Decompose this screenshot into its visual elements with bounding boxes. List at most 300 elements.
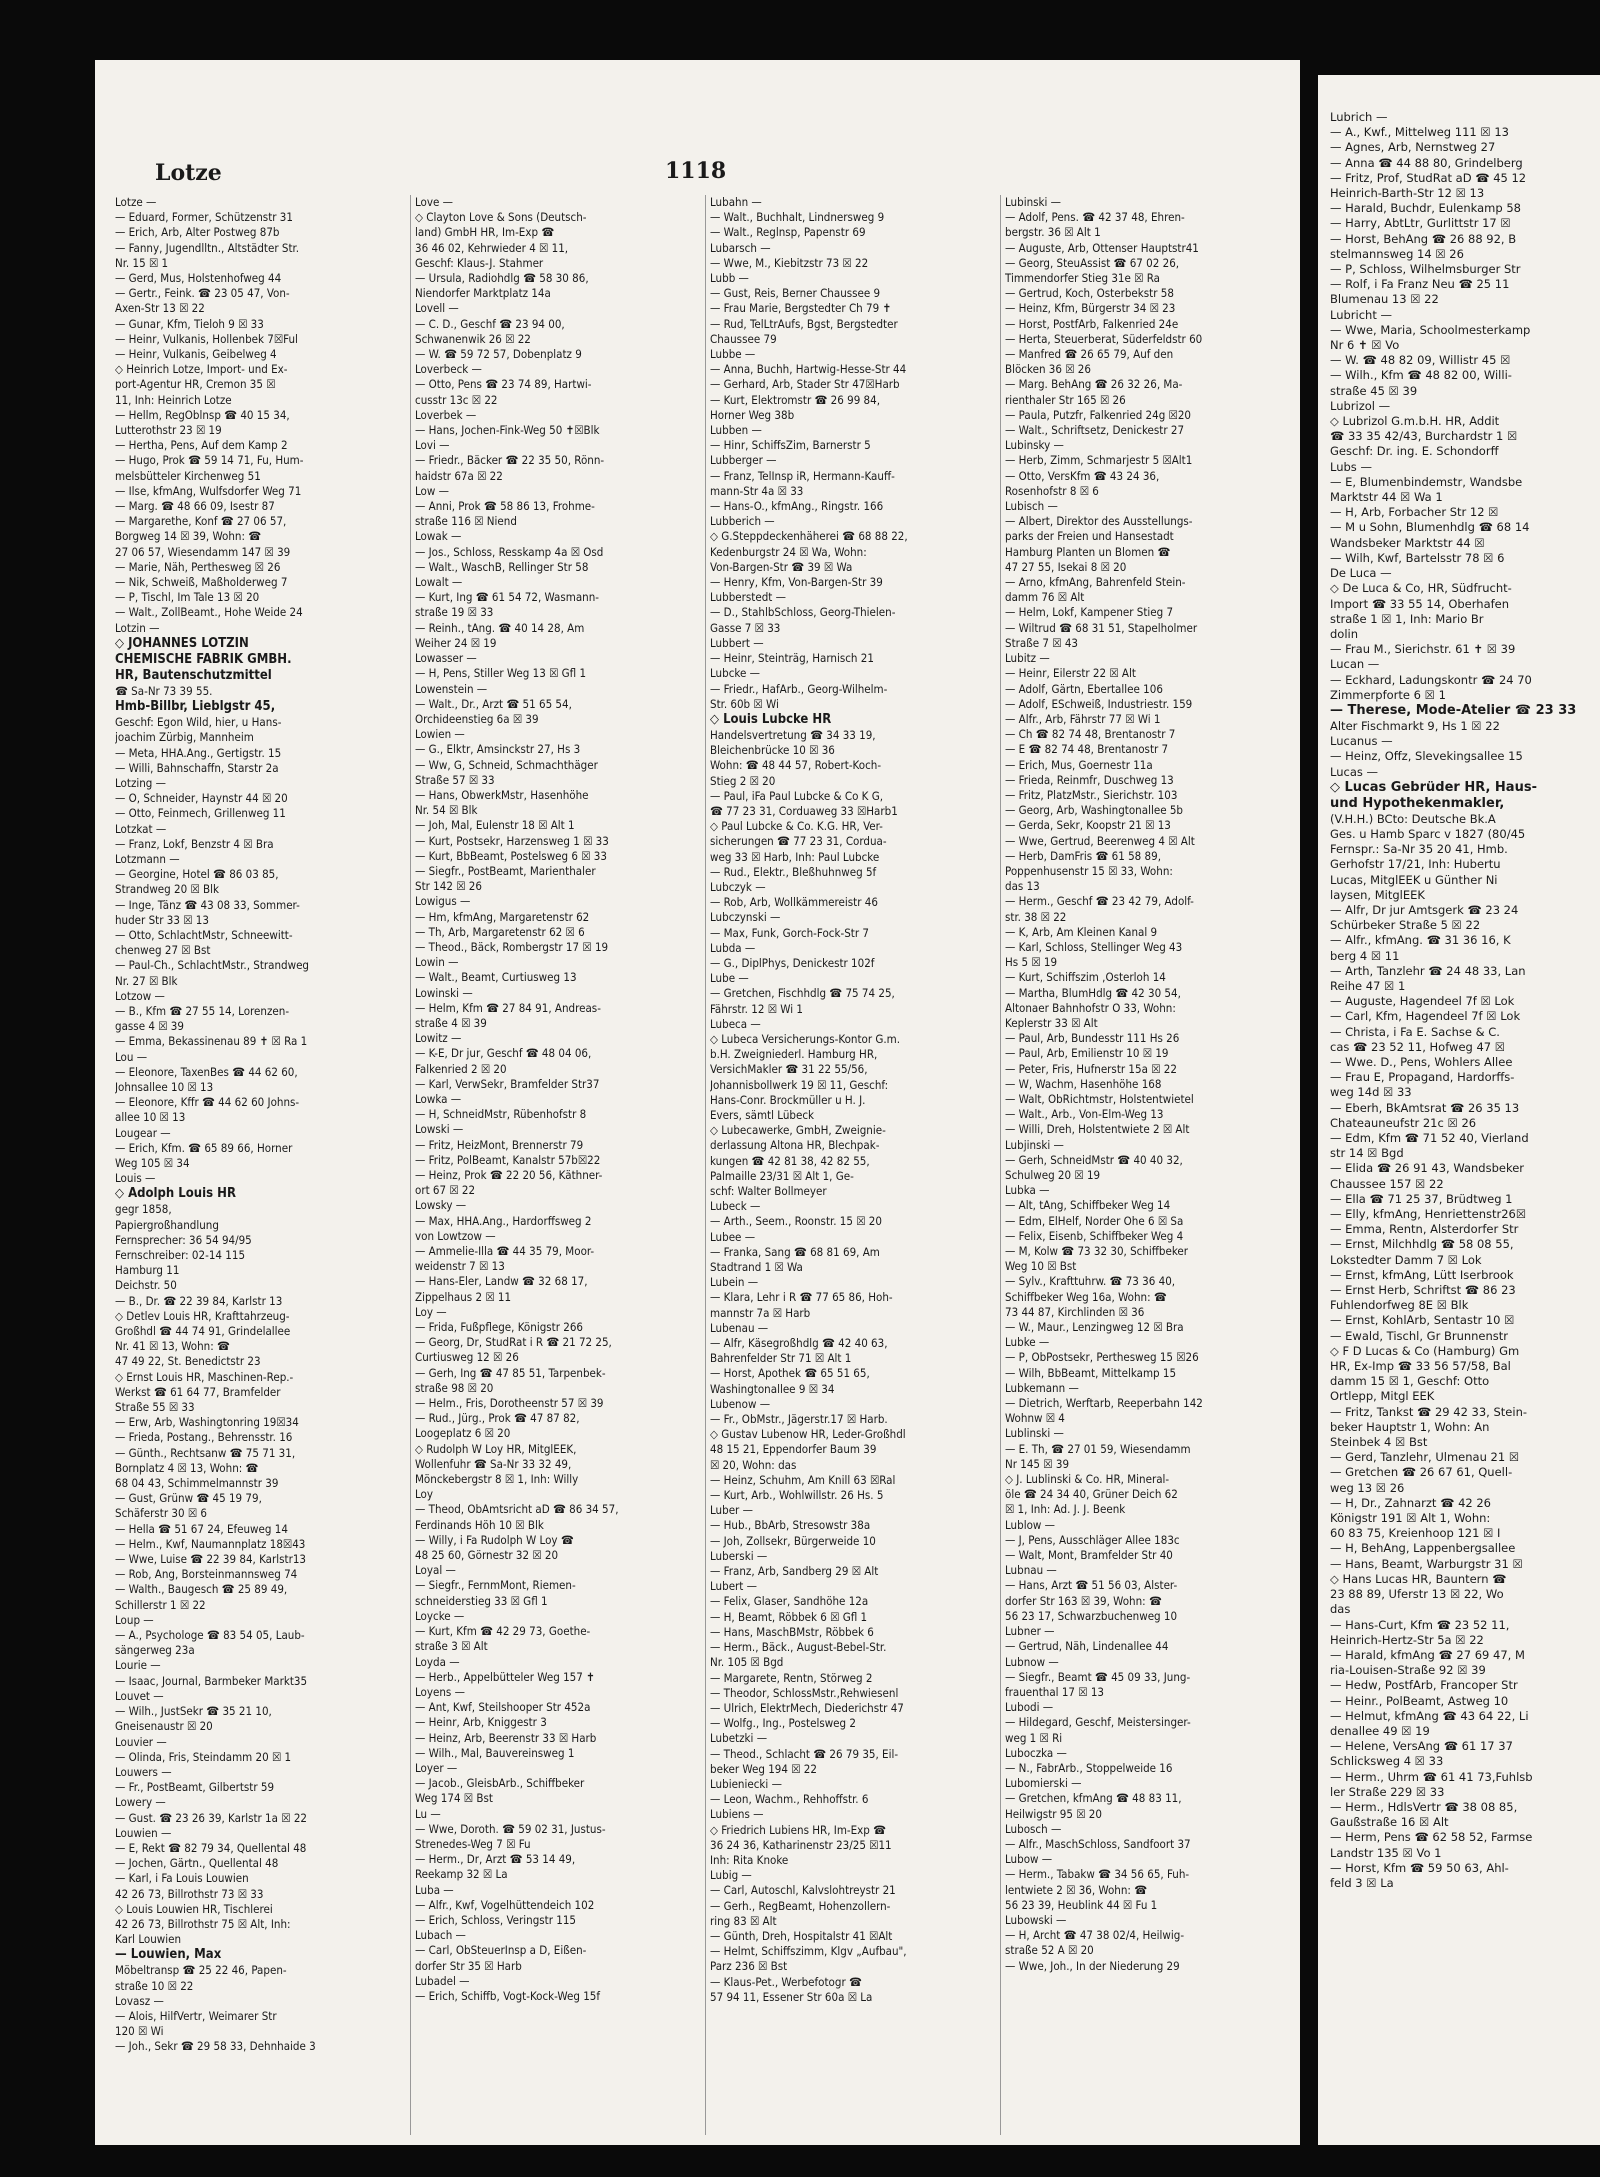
directory-entry-line: — Gerd, Mus, Holstenhofweg 44	[115, 271, 282, 286]
directory-entry-line: Inh: Rita Knoke	[710, 1852, 789, 1867]
directory-entry-line: — Edm, ElHelf, Norder Ohe 6 ☒ Sa	[1005, 1213, 1184, 1228]
directory-entry-line: weg 1 ☒ Ri	[1005, 1730, 1063, 1745]
directory-entry-line: — Herm., Dr, Arzt ☎ 53 14 49,	[415, 1852, 576, 1867]
directory-column-1	[115, 195, 395, 2135]
directory-entry-line: — Edm, Kfm ☎ 71 52 40, Vierland	[1330, 1131, 1529, 1145]
directory-entry-line: — Otto, Feinmech, Grillenweg 11	[115, 806, 286, 821]
directory-entry-line: — Fritz, Prof, StudRat aD ☎ 45 12	[1330, 170, 1527, 185]
directory-entry-line: — Walt., Arb., Von-Elm-Weg 13	[1005, 1107, 1164, 1122]
directory-entry-line: — Jos., Schloss, Resskamp 4a ☒ Osd	[415, 544, 604, 559]
directory-entry-line: — Helm, Lokf, Kampener Stieg 7	[1005, 605, 1174, 620]
directory-entry-line: melsbütteler Kirchenweg 51	[115, 468, 261, 483]
directory-entry-line: Gaußstraße 16 ☒ Alt	[1330, 1815, 1449, 1830]
directory-entry-line: frauenthal 17 ☒ 13	[1005, 1684, 1104, 1699]
directory-entry-line: — Arth, Tanzlehr ☎ 24 48 33, Lan	[1330, 963, 1526, 978]
directory-entry-line: — Hm, kfmAng, Margaretenstr 62	[415, 909, 590, 924]
directory-entry-line: — O, Schneider, Haynstr 44 ☒ 20	[115, 791, 288, 806]
directory-entry-line: — Anni, Prok ☎ 58 86 13, Frohme-	[415, 499, 595, 514]
directory-entry-line: — Hans-Curt, Kfm ☎ 23 52 11,	[1330, 1617, 1510, 1632]
directory-entry-line: — K-E, Dr jur, Geschf ☎ 48 04 06,	[415, 1046, 592, 1061]
directory-entry-line: — Klaus-Pet., Werbefotogr ☎	[710, 1974, 862, 1989]
directory-entry-line: — Erich, Schloss, Veringstr 115	[415, 1912, 577, 1927]
directory-entry-line: Mönckebergstr 8 ☒ 1, Inh: Willy	[415, 1472, 579, 1487]
directory-entry-line: Lubosch —	[1005, 1821, 1062, 1836]
directory-entry-line: feld 3 ☒ La	[1330, 1875, 1394, 1890]
directory-entry-line: Fuhlendorfweg 8E ☒ Blk	[1330, 1298, 1469, 1313]
directory-entry-line: Schwanenwik 26 ☒ 22	[415, 331, 531, 346]
directory-entry-line: Lubka —	[1005, 1183, 1050, 1198]
directory-entry-line: — Heinz, Prok ☎ 22 20 56, Käthner-	[415, 1168, 603, 1182]
directory-entry-line: mannstr 7a ☒ Harb	[710, 1305, 811, 1320]
directory-entry-line: laysen, MitglEEK	[1330, 887, 1425, 902]
directory-entry-line: — Marg. BehAng ☎ 26 32 26, Ma-	[1005, 377, 1183, 392]
directory-entry-line: — Hertha, Pens, Auf dem Kamp 2	[115, 438, 288, 453]
directory-entry-line: Evers, sämtl Lübeck	[710, 1107, 814, 1122]
directory-entry-line: cusstr 13c ☒ 22	[415, 392, 498, 407]
directory-entry-line: Zippelhaus 2 ☒ 11	[415, 1289, 512, 1304]
directory-entry-line: — E. Th, ☎ 27 01 59, Wiesendamm	[1005, 1441, 1191, 1456]
directory-entry-line: Keplerstr 33 ☒ Alt	[1005, 1015, 1098, 1030]
directory-entry-line: — H, Archt ☎ 47 38 02/4, Heilwig-	[1005, 1928, 1185, 1943]
directory-entry-line: Luba —	[415, 1882, 454, 1897]
directory-entry-line: Lube —	[710, 971, 749, 986]
directory-entry-line: Louis —	[115, 1171, 156, 1186]
directory-entry-line: Königstr 191 ☒ Alt 1, Wohn:	[1330, 1511, 1491, 1526]
directory-entry-line: — Joh., Sekr ☎ 29 58 33, Dehnhaide 3	[115, 2039, 316, 2054]
directory-entry-line: ring 83 ☒ Alt	[710, 1913, 777, 1928]
directory-entry-line: — Fritz, HeizMont, Brennerstr 79	[415, 1137, 584, 1152]
directory-entry-line: — Siegfr., Beamt ☎ 45 09 33, Jung-	[1005, 1669, 1191, 1684]
directory-entry-line: — Alt, tAng, Schiffbeker Weg 14	[1005, 1198, 1171, 1213]
directory-entry-line: Lubeck —	[710, 1199, 761, 1214]
directory-entry-line: — Felix, Eisenb, Schiffbeker Weg 4	[1005, 1228, 1184, 1243]
directory-entry-line: — Günth, Dreh, Hospitalstr 41 ☒Alt	[710, 1928, 893, 1943]
directory-entry-line: — Max, HHA.Ang., Hardorffsweg 2	[415, 1213, 592, 1228]
directory-entry-line: Wohnw ☒ 4	[1005, 1411, 1065, 1426]
directory-entry-line: Curtiusweg 12 ☒ 26	[415, 1350, 519, 1365]
directory-entry-line: — Anna, Buchh, Hartwig-Hesse-Str 44	[710, 362, 907, 377]
directory-entry-line: — Kurt, Schiffszim ,Osterloh 14	[1005, 970, 1166, 985]
directory-entry-line: HR, Ex-Imp ☎ 33 56 57/58, Bal	[1330, 1359, 1511, 1374]
directory-entry-line: — Hildegard, Geschf, Meistersinger-	[1005, 1715, 1191, 1730]
directory-entry-line: — Klara, Lehr i R ☎ 77 65 86, Hoh-	[710, 1290, 893, 1305]
directory-entry-line: Lubben —	[710, 423, 762, 438]
directory-entry-line: — Ernst, Milchhdlg ☎ 58 08 55,	[1330, 1237, 1514, 1252]
directory-entry-line: — Franz, Arb, Sandberg 29 ☒ Alt	[710, 1564, 879, 1579]
directory-entry-line: Lu —	[415, 1806, 441, 1821]
directory-entry-line: — Elida ☎ 26 91 43, Wandsbeker	[1330, 1161, 1525, 1176]
directory-entry-line: — Peter, Fris, Hufnerstr 15a ☒ 22	[1005, 1061, 1177, 1076]
directory-entry-line: — G., DiplPhys, Denickestr 102f	[710, 955, 875, 970]
directory-entry-line: haidstr 67a ☒ 22	[415, 468, 503, 483]
directory-column-2	[410, 195, 695, 2135]
directory-entry-line: — Ewald, Tischl, Gr Brunnenstr	[1330, 1328, 1509, 1343]
directory-entry-line: — B., Kfm ☎ 27 55 14, Lorenzen-	[115, 1003, 290, 1018]
directory-entry-line: Lubig —	[710, 1868, 752, 1883]
directory-entry-line: — Alfr, Käsegroßhdlg ☎ 42 40 63,	[710, 1336, 888, 1351]
directory-entry-line: ◇ Detlev Louis HR, Krafttahrzeug-	[115, 1308, 290, 1323]
directory-entry-line: Lubnau —	[1005, 1563, 1057, 1578]
directory-entry-line: — Harald, Buchdr, Eulenkamp 58	[1330, 201, 1521, 216]
directory-entry-line: port-Agentur HR, Cremon 35 ☒	[115, 377, 276, 392]
directory-entry-line: — Hellm, RegOblnsp ☎ 40 15 34,	[115, 407, 290, 422]
directory-entry-line: Lubetzki —	[710, 1731, 768, 1746]
directory-entry-line: kungen ☎ 42 81 38, 42 82 55,	[710, 1153, 870, 1168]
directory-entry-line: — B., Dr. ☎ 22 39 84, Karlstr 13	[115, 1293, 283, 1308]
directory-entry-line: — Walt., ZollBeamt., Hohe Weide 24	[115, 605, 303, 620]
directory-entry-line: Chaussee 157 ☒ 22	[1330, 1176, 1444, 1191]
directory-entry-line: — Ernst, KohlArb, Sentastr 10 ☒	[1330, 1313, 1515, 1328]
directory-entry-line: — Arno, kfmAng, Bahrenfeld Stein-	[1005, 575, 1186, 590]
directory-entry-line: Chateauneufstr 21c ☒ 26	[1330, 1115, 1477, 1130]
directory-entry-line: Lucanus —	[1330, 734, 1393, 749]
directory-entry-line: — Alfr., Kwf, Vogelhüttendeich 102	[415, 1897, 595, 1912]
directory-entry-line: — Ilse, kfmAng, Wulfsdorfer Weg 71	[115, 483, 302, 498]
directory-entry-line: — Gertrud, Koch, Osterbekstr 58	[1005, 286, 1174, 301]
directory-entry-line: weg 14d ☒ 33	[1330, 1085, 1412, 1100]
directory-entry-line: — Olinda, Fris, Steindamm 20 ☒ 1	[115, 1749, 292, 1764]
directory-entry-line: Loverbek —	[415, 407, 477, 422]
directory-entry-line: — Herm., Uhrm ☎ 61 41 73,Fuhlsb	[1330, 1769, 1533, 1784]
directory-entry-line: — Siegfr., FernmMont, Riemen-	[415, 1578, 576, 1593]
directory-entry-line: Orchideenstieg 6a ☒ 39	[415, 711, 539, 726]
directory-entry-line: Fährstr. 12 ☒ Wi 1	[710, 1001, 803, 1016]
directory-entry-line: und Hypothekenmakler,	[1330, 795, 1505, 811]
directory-entry-line: Weg 105 ☒ 34	[115, 1155, 190, 1170]
directory-entry-line: Parz 236 ☒ Bst	[710, 1959, 788, 1974]
directory-entry-line: das	[1330, 1602, 1351, 1617]
directory-entry-line: Luboczka —	[1005, 1745, 1067, 1760]
directory-entry-line: Weg 174 ☒ Bst	[415, 1791, 493, 1806]
directory-entry-line: — Rud, TelLtrAufs, Bgst, Bergstedter	[710, 316, 898, 331]
directory-entry-line: — Wolfg., Ing., Postelsweg 2	[710, 1716, 856, 1731]
directory-entry-line: — Arth., Seem., Roonstr. 15 ☒ 20	[710, 1214, 882, 1229]
directory-entry-line: — Fr., ObMstr., Jägerstr.17 ☒ Harb.	[710, 1412, 888, 1427]
directory-entry-line: — Sylv., Krafttuhrw. ☎ 73 36 40,	[1005, 1274, 1176, 1289]
directory-entry-line: — Herta, Steuerberat, Süderfeldstr 60	[1005, 331, 1203, 346]
directory-entry-line: Heinrich-Barth-Str 12 ☒ 13	[1330, 186, 1485, 201]
directory-entry-line: ort 67 ☒ 22	[415, 1183, 476, 1198]
directory-entry-line: — Helene, VersAng ☎ 61 17 37	[1330, 1739, 1513, 1754]
directory-entry-line: straße 3 ☒ Alt	[415, 1639, 488, 1654]
directory-entry-line: Lubkemann —	[1005, 1380, 1079, 1395]
directory-entry-line: — Fritz, PlatzMstr., Sierichstr. 103	[1005, 787, 1178, 802]
directory-entry-line: Lubee —	[710, 1229, 756, 1244]
directory-entry-line: — Ch ☎ 82 74 48, Brentanostr 7	[1005, 727, 1176, 742]
directory-entry-line: Lowka —	[415, 1091, 462, 1106]
directory-entry-line: — Wilh., JustSekr ☎ 35 21 10,	[115, 1704, 272, 1719]
directory-entry-line: straße 52 A ☒ 20	[1005, 1943, 1094, 1958]
directory-entry-line: — Heinz, Arb, Beerenstr 33 ☒ Harb	[415, 1730, 597, 1745]
directory-entry-line: — H, SchneidMstr, Rübenhofstr 8	[415, 1107, 587, 1122]
directory-entry-line: — Horst, BehAng ☎ 26 88 92, B	[1330, 231, 1517, 246]
directory-entry-line: — Heinr, Vulkanis, Geibelweg 4	[115, 347, 277, 362]
directory-entry-line: Str 142 ☒ 26	[415, 879, 482, 894]
directory-entry-line: straße 116 ☒ Niend	[415, 514, 517, 529]
directory-entry-line: — Max, Funk, Gorch-Fock-Str 7	[710, 925, 869, 940]
directory-entry-line: Lotzin —	[115, 620, 160, 635]
directory-entry-line: Lowin —	[415, 955, 459, 970]
directory-entry-line: — Heinr, Eilerstr 22 ☒ Alt	[1005, 666, 1136, 681]
directory-entry-line: — Herm., Geschf ☎ 23 42 79, Adolf-	[1005, 894, 1194, 909]
directory-entry-line: Fernschreiber: 02-14 115	[115, 1248, 246, 1262]
directory-entry-line: — Henry, Kfm, Von-Bargen-Str 39	[710, 575, 883, 590]
directory-entry-line: — Gerhard, Arb, Stader Str 47☒Harb	[710, 377, 900, 392]
directory-entry-line: Lublow —	[1005, 1517, 1055, 1532]
directory-entry-line: ◇ Lubeca Versicherungs-Kontor G.m.	[710, 1031, 901, 1046]
directory-entry-line: 36 24 36, Katharinenstr 23/25 ☒11	[710, 1837, 892, 1852]
directory-entry-line: Nr. 27 ☒ Blk	[115, 973, 178, 988]
directory-entry-line: Nr. 41 ☒ 13, Wohn: ☎	[115, 1339, 230, 1354]
directory-entry-line: ☒ 1, Inh: Ad. J. J. Beenk	[1005, 1502, 1126, 1517]
directory-entry-line: 56 23 17, Schwarzbuchenweg 10	[1005, 1608, 1178, 1623]
directory-entry-line: Lowsky —	[415, 1198, 467, 1213]
directory-entry-line: öle ☎ 24 34 40, Grüner Deich 62	[1005, 1487, 1178, 1502]
directory-entry-line: — Herm., HdlsVertr ☎ 38 08 85,	[1330, 1799, 1518, 1814]
directory-entry-line: — Elly, kfmAng, Henriettenstr26☒	[1330, 1207, 1527, 1222]
directory-entry-line: ◇ Paul Lubcke & Co. K.G. HR, Ver-	[710, 819, 883, 834]
directory-entry-line: — P, Tischl, Im Tale 13 ☒ 20	[115, 590, 260, 605]
directory-entry-line: — Heinr., PolBeamt, Astweg 10	[1330, 1693, 1509, 1708]
directory-entry-line: — Wwe, Doroth. ☎ 59 02 31, Justus-	[415, 1821, 606, 1836]
directory-entry-line: — Erich, Mus, Goernestr 11a	[1005, 757, 1153, 772]
directory-entry-line: 120 ☒ Wi	[115, 2024, 164, 2039]
directory-entry-line: schf: Walter Bollmeyer	[710, 1184, 827, 1198]
directory-entry-line: — Gretchen, kfmAng ☎ 48 83 11,	[1005, 1791, 1182, 1806]
directory-entry-line: — Manfred ☎ 26 65 79, Auf den	[1005, 347, 1174, 362]
directory-entry-line: — Franka, Sang ☎ 68 81 69, Am	[710, 1244, 880, 1259]
directory-entry-line: Lotzkat —	[115, 821, 167, 836]
directory-entry-line: — Hans, Beamt, Warburgstr 31 ☒	[1330, 1556, 1523, 1571]
directory-entry-line: — Ernst Herb, Schriftst ☎ 86 23	[1330, 1283, 1516, 1298]
directory-entry-line: Love —	[415, 195, 454, 209]
directory-entry-line: dorfer Str 163 ☒ 39, Wohn: ☎	[1005, 1593, 1162, 1608]
directory-entry-line: — W, Wachm, Hasenhöhe 168	[1005, 1076, 1162, 1091]
directory-entry-line: Lubieniecki —	[710, 1776, 782, 1791]
directory-entry-line: ria-Louisen-Straße 92 ☒ 39	[1330, 1663, 1486, 1678]
directory-entry-line: 47 27 55, Isekai 8 ☒ 20	[1005, 559, 1127, 574]
directory-entry-line: — Nik, Schweiß, Maßholderweg 7	[115, 575, 288, 590]
directory-entry-line: Fernspr.: Sa-Nr 35 20 41, Hmb.	[1330, 842, 1508, 857]
directory-entry-line: Lubberich —	[710, 514, 775, 529]
directory-entry-line: (V.H.H.) BCto: Deutsche Bk.A	[1330, 811, 1496, 826]
directory-entry-line: str 14 ☒ Bgd	[1330, 1146, 1404, 1161]
directory-entry-line: — Albert, Direktor des Ausstellungs-	[1005, 514, 1193, 529]
directory-entry-line: Loyens —	[415, 1684, 465, 1699]
directory-entry-line: — Alfr., Arb, Fährstr 77 ☒ Wi 1	[1005, 711, 1161, 726]
directory-entry-line: — Frieda, Postang., Behrensstr. 16	[115, 1430, 293, 1445]
directory-entry-line: — Carl, Kfm, Hagendeel 7f ☒ Lok	[1330, 1009, 1521, 1024]
directory-entry-line: — Ammelie-Illa ☎ 44 35 79, Moor-	[415, 1244, 595, 1259]
directory-entry-line: — Ursula, Radiohdlg ☎ 58 30 86,	[415, 271, 589, 286]
directory-entry-line: — H, Arb, Forbacher Str 12 ☒	[1330, 505, 1499, 520]
directory-entry-line: Lubke —	[1005, 1335, 1050, 1350]
directory-entry-line: — Eleonore, TaxenBes ☎ 44 62 60,	[115, 1064, 298, 1079]
directory-entry-line: Straße 57 ☒ 33	[415, 772, 495, 787]
directory-entry-line: Strenedes-Weg 7 ☒ Fu	[415, 1836, 531, 1851]
directory-entry-line: Hans-Conr. Brockmüller u H. J.	[710, 1092, 866, 1107]
directory-entry-line: Lubowski —	[1005, 1912, 1067, 1927]
directory-entry-line: Lovasz —	[115, 1993, 164, 2008]
directory-entry-line: — Gust, Reis, Berner Chaussee 9	[710, 286, 881, 301]
directory-entry-line: Steinbek 4 ☒ Bst	[1330, 1435, 1428, 1450]
directory-entry-line: — M u Sohn, Blumenhdlg ☎ 68 14	[1330, 520, 1530, 535]
directory-entry-line: Hs 5 ☒ 19	[1005, 955, 1058, 970]
directory-entry-line: — Frau M., Sierichstr. 61 ✝ ☒ 39	[1330, 642, 1516, 657]
directory-entry-line: Poppenhusenstr 15 ☒ 33, Wohn:	[1005, 863, 1173, 878]
directory-entry-line: — Georgine, Hotel ☎ 86 03 85,	[115, 867, 279, 882]
directory-entry-line: Lubadel —	[415, 1973, 470, 1988]
directory-entry-line: HR, Bautenschutzmittel	[115, 667, 272, 683]
directory-entry-line: — Hella ☎ 51 67 24, Efeuweg 14	[115, 1521, 288, 1536]
directory-entry-line: — Heinz, Offz, Slevekingsallee 15	[1330, 749, 1523, 764]
directory-entry-line: Schlicksweg 4 ☒ 33	[1330, 1754, 1444, 1769]
directory-entry-line: — Adolf, Gärtn, Ebertallee 106	[1005, 681, 1163, 696]
directory-entry-line: Stadtrand 1 ☒ Wa	[710, 1260, 803, 1275]
directory-entry-line: Lubner —	[1005, 1624, 1055, 1639]
directory-entry-line: — Ww, G, Schneid, Schmachthäger	[415, 757, 598, 772]
directory-entry-line: ◇ Louis Louwien HR, Tischlerei	[115, 1901, 273, 1916]
directory-entry-line: — Martha, BlumHdlg ☎ 42 30 54,	[1005, 985, 1181, 1000]
directory-entry-line: 57 94 11, Essener Str 60a ☒ La	[710, 1989, 873, 2004]
directory-entry-line: ◇ De Luca & Co, HR, Südfrucht-	[1330, 581, 1512, 596]
directory-entry-line: Luber —	[710, 1503, 753, 1518]
directory-entry-line: — Friedr., Bäcker ☎ 22 35 50, Rönn-	[415, 453, 605, 468]
directory-entry-line: — Kurt, Postsekr, Harzensweg 1 ☒ 33	[415, 833, 609, 848]
directory-entry-line: — Otto, SchlachtMstr, Schneewitt-	[115, 927, 293, 942]
directory-entry-line: 23 88 89, Uferstr 13 ☒ 22, Wo	[1330, 1587, 1504, 1602]
directory-entry-line: — Horst, PostfArb, Falkenried 24e	[1005, 316, 1179, 331]
directory-entry-line: — Willy, i Fa Rudolph W Loy ☎	[415, 1532, 574, 1547]
directory-entry-line: — Gretchen, Fischhdlg ☎ 75 74 25,	[710, 986, 895, 1001]
directory-entry-line: Lubinski —	[1005, 195, 1062, 209]
directory-entry-line: Lubrich —	[1330, 110, 1388, 124]
directory-entry-line: Loyal —	[415, 1563, 456, 1578]
directory-entry-line: 27 06 57, Wiesendamm 147 ☒ 39	[115, 544, 291, 559]
directory-entry-line: Johannisbollwerk 19 ☒ 11, Geschf:	[710, 1077, 889, 1092]
directory-entry-line: — Wilh., Kfm ☎ 48 82 00, Willi-	[1330, 368, 1512, 383]
directory-entry-line: — Wilh, BbBeamt, Mittelkamp 15	[1005, 1365, 1177, 1380]
directory-entry-line: Louwien —	[115, 1825, 172, 1840]
directory-entry-line: — Rolf, i Fa Franz Neu ☎ 25 11	[1330, 277, 1510, 292]
directory-entry-line: ☒ 20, Wohn: das	[710, 1457, 797, 1472]
directory-entry-line: Lowinski —	[415, 985, 473, 1000]
directory-entry-line: Bahrenfelder Str 71 ☒ Alt 1	[710, 1351, 852, 1366]
directory-entry-line: das 13	[1005, 879, 1040, 894]
directory-entry-line: — Fritz, Tankst ☎ 29 42 33, Stein-	[1330, 1404, 1528, 1419]
directory-entry-line: Lubbert —	[710, 635, 764, 650]
directory-entry-line: — Joh, Zollsekr, Bürgerweide 10	[710, 1533, 876, 1548]
directory-entry-line: — Erich, Arb, Alter Postweg 87b	[115, 225, 280, 240]
directory-entry-line: Strandweg 20 ☒ Blk	[115, 882, 219, 897]
directory-entry-line: Ferdinands Höh 10 ☒ Blk	[415, 1517, 544, 1532]
directory-entry-line: — Friedr., HafArb., Georg-Wilhelm-	[710, 681, 888, 696]
directory-entry-line: Lowak —	[415, 529, 462, 544]
directory-entry-line: ◇ Lubecawerke, GmbH, Zweignie-	[710, 1123, 886, 1138]
directory-entry-line: Ges. u Hamb Sparc v 1827 (80/45	[1330, 826, 1526, 841]
directory-entry-line: — Inge, Tänz ☎ 43 08 33, Sommer-	[115, 897, 300, 912]
directory-entry-line: Nr. 15 ☒ 1	[115, 255, 169, 270]
directory-entry-line: Karl Louwien	[115, 1932, 182, 1947]
directory-entry-line: — Walth., Baugesch ☎ 25 89 49,	[115, 1582, 288, 1597]
directory-entry-line: — Walt, ObRichtmstr, Holstentwietel	[1005, 1091, 1194, 1106]
directory-entry-line: Lourie —	[115, 1658, 161, 1673]
directory-entry-line: — Hedw, PostfArb, Francoper Str	[1330, 1678, 1518, 1693]
directory-entry-line: Niendorfer Marktplatz 14a	[415, 286, 551, 301]
directory-entry-line: Axen-Str 13 ☒ 22	[115, 301, 205, 316]
directory-entry-line: — Paula, Putzfr, Falkenried 24g ☒20	[1005, 407, 1191, 422]
directory-entry-line: 48 15 21, Eppendorfer Baum 39	[710, 1442, 877, 1457]
directory-entry-line: — Paul-Ch., SchlachtMstr., Strandweg	[115, 958, 310, 973]
directory-entry-line: Kedenburgstr 24 ☒ Wa, Wohn:	[710, 544, 867, 559]
directory-entry-line: Weg 10 ☒ Bst	[1005, 1259, 1077, 1274]
directory-entry-line: — Hinr, SchiffsZim, Barnerstr 5	[710, 438, 871, 453]
directory-entry-line: Wandsbeker Marktstr 44 ☒	[1330, 535, 1485, 550]
directory-entry-line: — Horst, Kfm ☎ 59 50 63, Ahl-	[1330, 1860, 1509, 1875]
directory-entry-line: ◇ Friedrich Lubiens HR, Im-Exp ☎	[710, 1822, 887, 1837]
directory-entry-line: parks der Freien und Hansestadt	[1005, 529, 1174, 544]
directory-entry-line: Luberski —	[710, 1548, 768, 1563]
directory-entry-line: Geschf: Egon Wild, hier, u Hans-	[115, 715, 282, 730]
directory-entry-line: Lubein —	[710, 1275, 759, 1290]
directory-entry-line: Lucas, MitglEEK u Günther Ni	[1330, 872, 1498, 887]
directory-entry-line: Lou —	[115, 1049, 148, 1064]
directory-entry-line: Nr 145 ☒ 39	[1005, 1456, 1070, 1471]
directory-entry-line: weg 13 ☒ 26	[1330, 1480, 1405, 1495]
directory-entry-line: Chaussee 79	[710, 331, 777, 346]
directory-entry-line: — Frida, Fußpflege, Königstr 266	[415, 1320, 583, 1335]
directory-entry-line: Straße 55 ☒ 33	[115, 1400, 195, 1415]
directory-entry-line: Nr. 54 ☒ Blk	[415, 803, 478, 818]
directory-entry-line: — Erich, Kfm. ☎ 65 89 66, Horner	[115, 1140, 293, 1155]
directory-entry-line: — Gerh., RegBeamt, Hohenzollern-	[710, 1898, 891, 1913]
directory-entry-line: Altonaer Bahnhofstr O 33, Wohn:	[1005, 1000, 1176, 1015]
directory-entry-line: ◇ G.Steppdeckenhäherei ☎ 68 88 22,	[710, 529, 908, 544]
directory-entry-line: — Carl, ObSteuerInsp a D, Eißen-	[415, 1943, 587, 1958]
directory-entry-line: Lubberger —	[710, 453, 777, 468]
directory-entry-line: straße 45 ☒ 39	[1330, 383, 1418, 398]
directory-entry-line: Lubach —	[415, 1928, 466, 1943]
directory-entry-line: Louwers —	[115, 1764, 172, 1779]
directory-entry-line: Schürbeker Straße 5 ☒ 22	[1330, 918, 1481, 933]
directory-entry-line: — Herb., Appelbütteler Weg 157 ✝	[415, 1669, 595, 1684]
directory-entry-line: — Paul, Arb, Emilienstr 10 ☒ 19	[1005, 1046, 1169, 1061]
directory-entry-line: dolin	[1330, 626, 1359, 641]
directory-entry-line: — Georg, SteuAssist ☎ 67 02 26,	[1005, 255, 1180, 270]
directory-entry-line: ◇ Louis Lubcke HR	[710, 711, 832, 727]
directory-entry-line: Lowenstein —	[415, 681, 488, 696]
directory-entry-line: Lubb —	[710, 271, 749, 286]
directory-entry-line: weidenstr 7 ☒ 13	[415, 1259, 505, 1274]
directory-entry-line: — Heinr, Vulkanis, Hollenbek 7☒Ful	[115, 331, 298, 346]
directory-entry-line: — Margarethe, Konf ☎ 27 06 57,	[115, 514, 287, 529]
directory-entry-line: Lubberstedt —	[710, 590, 786, 605]
directory-entry-line: 56 23 39, Heublink 44 ☒ Fu 1	[1005, 1897, 1158, 1912]
directory-entry-line: — Otto, VersKfm ☎ 43 24 36,	[1005, 468, 1160, 483]
directory-entry-line: Lowitz —	[415, 1031, 462, 1046]
directory-entry-line: 73 44 87, Kirchlinden ☒ 36	[1005, 1304, 1145, 1319]
directory-entry-line: Blumenau 13 ☒ 22	[1330, 292, 1439, 307]
directory-entry-line: Lowien —	[415, 727, 465, 742]
directory-entry-line: — Emma, Bekassinenau 89 ✝ ☒ Ra 1	[115, 1034, 308, 1049]
directory-entry-line: — Kurt, Arb., Wohlwillstr. 26 Hs. 5	[710, 1488, 884, 1503]
directory-entry-line: — Wwe, Luise ☎ 22 39 84, Karlstr13	[115, 1552, 307, 1567]
directory-entry-line: — Kurt, Elektromstr ☎ 26 99 84,	[710, 392, 881, 407]
directory-entry-line: Lubs —	[1330, 459, 1372, 474]
directory-entry-line: — W. ☎ 48 82 09, Willistr 45 ☒	[1330, 353, 1511, 368]
directory-entry-line: — Herb, DamFris ☎ 61 58 89,	[1005, 848, 1161, 863]
directory-entry-line: Lubbe —	[710, 347, 756, 362]
